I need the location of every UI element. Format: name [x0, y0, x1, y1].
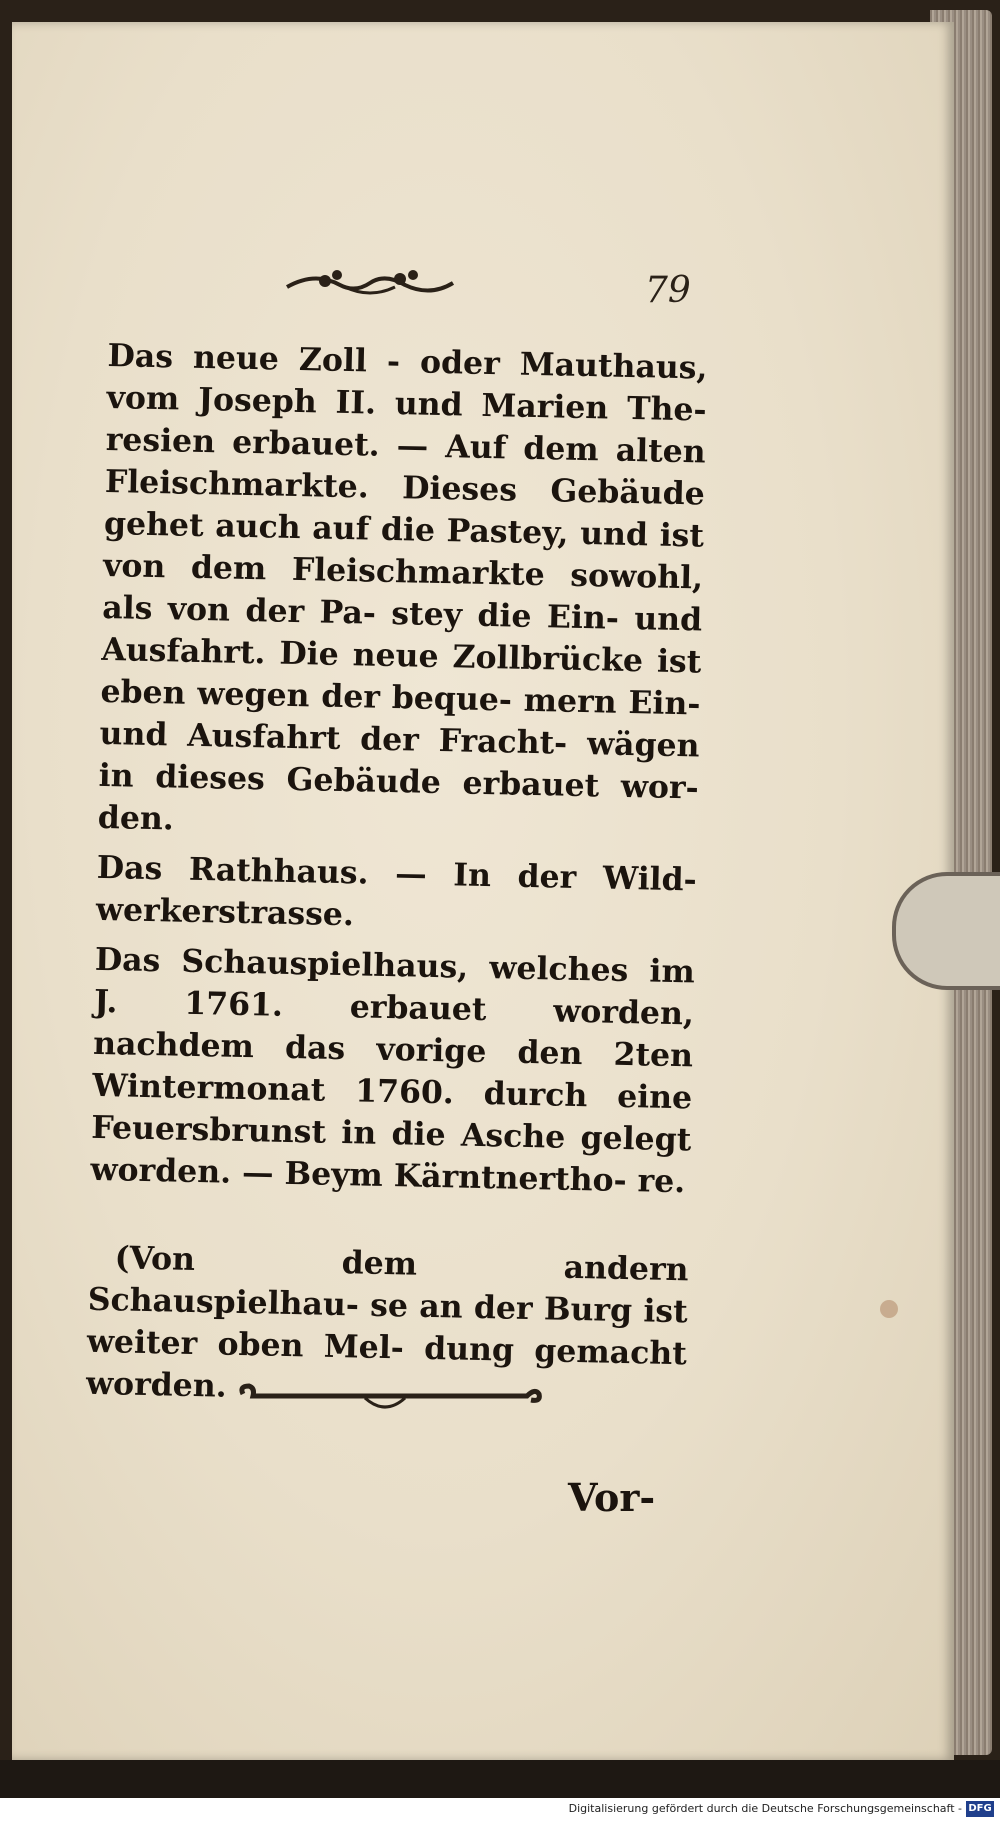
paragraph-rathhaus: Das Rathhaus. — In der Wild- werkerstrasse.	[95, 848, 698, 934]
paper-stain	[880, 1300, 898, 1318]
credit-text: Digitalisierung gefördert durch die Deutsche Forschungsgemeinschaft -	[568, 1802, 962, 1815]
catchword: Vor-	[568, 1475, 656, 1520]
paragraph-schauspielhaus: Das Schauspielhaus, welches im J. 1761. erbauet worden, nachdem das vorige den 2ten Wintermonat 1760. durch eine Feuersbrunst in die Asche gelegt worden. — Beym Kärntnertho- re.	[90, 940, 696, 1201]
scan-bottom-shadow	[0, 1760, 1000, 1798]
body-text	[86, 335, 708, 1417]
dfg-logo: DFG	[966, 1801, 994, 1817]
credit-bar	[0, 1798, 1000, 1821]
paragraph-note: (Von dem andern Schauspielhau- se an der Burg ist weiter oben Mel- dung gemacht worden.	[85, 1239, 689, 1405]
paragraph-zollhaus: Das neue Zoll - oder Mauthaus, vom Joseph II. und Marien The- resien erbauet. — Auf dem alten Fleischmarkte. Dieses Gebäude gehet auch auf die Pastey, und ist von dem Fleischmarkte sowohl, als von der Pa- stey die Ein- und Ausfahrt. Die neue Zollbrücke ist eben wegen der beque- mern Ein- und Ausfahrt der Fracht- wägen in dieses Gebäude erbauet wor- den.	[97, 336, 708, 838]
page-number: 79	[645, 270, 691, 311]
ornament-vignette-icon	[285, 265, 455, 305]
page-tab-clip	[892, 872, 1000, 990]
ornamental-rule-icon	[235, 1380, 545, 1430]
